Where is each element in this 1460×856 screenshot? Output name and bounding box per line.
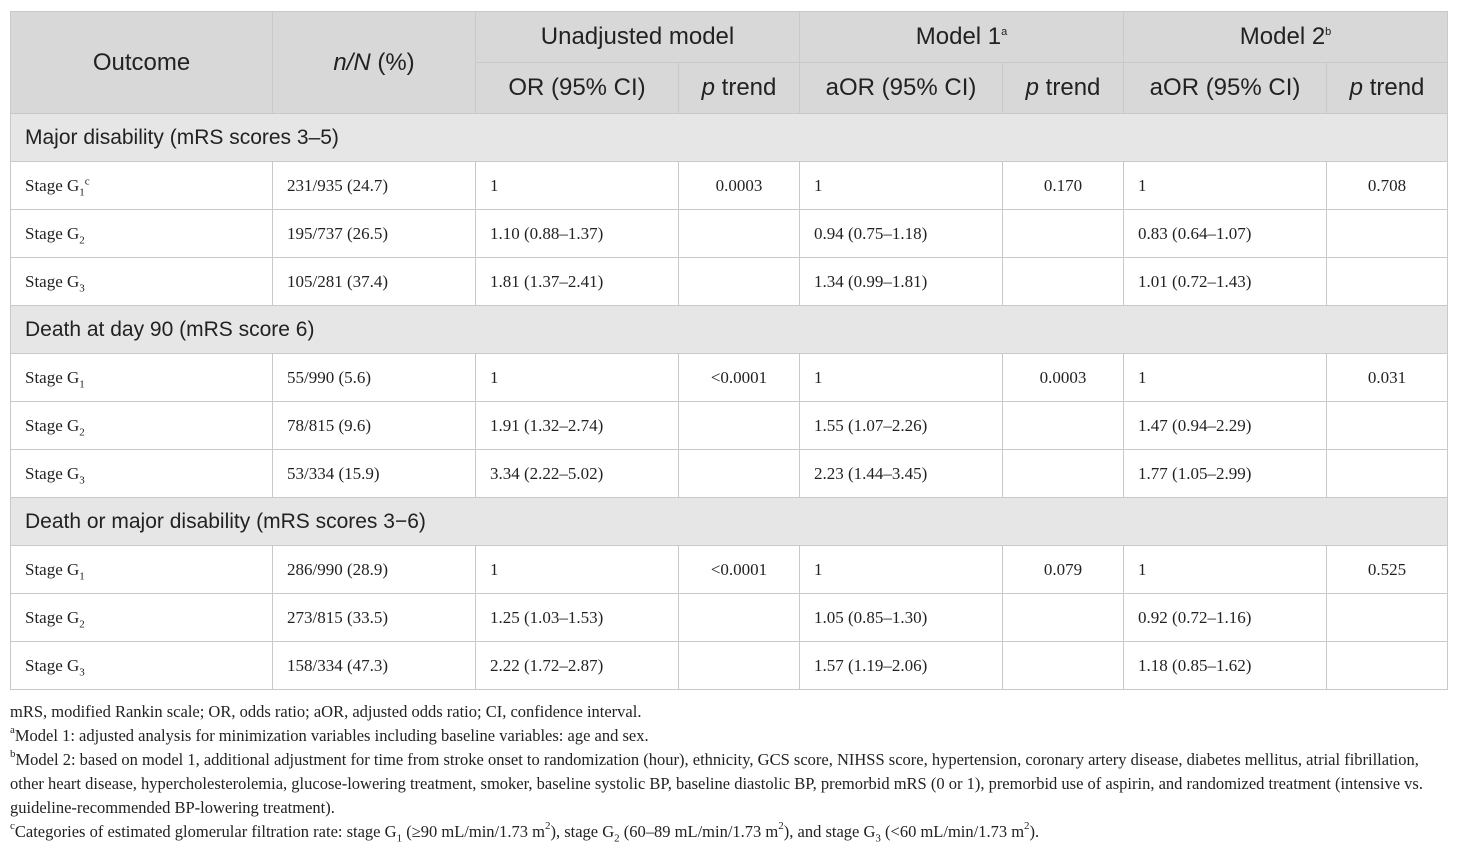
footnote-c [10, 820, 1447, 844]
table-footnotes [10, 700, 1447, 844]
aor-model-2-cell: 1.18 (0.85–1.62) [1124, 642, 1327, 690]
stage-cell [11, 162, 273, 210]
stage-prefix: Stage G [25, 175, 80, 195]
stage-subscript: 2 [79, 233, 85, 246]
stage-subscript: 3 [79, 281, 85, 294]
stage-subscript: 3 [79, 473, 85, 486]
p-trend-cell: <0.0001 [679, 546, 800, 594]
section-header-row [11, 498, 1448, 546]
p-trend-cell: 0.170 [1003, 162, 1124, 210]
section-title: Death or major disability (mRS scores 3−6) [11, 498, 1448, 546]
footnote-b-text: Model 2: based on model 1, additional adjustment for time from stroke onset to randomization (hour), ethnicity, GCS score, NIHSS score, hypertension, coronary artery disease, diabetes mellitus, atrial fibrillation, other heart disease, hypercholesterolemia, glucose-lowering treatment, smoker, baseline systolic BP, baseline diastolic BP, premorbid mRS (0 or 1), premorbid use of aspirin, and randomized treatment (intensive vs. guideline-recommended BP-lowering treatment). [10, 750, 1423, 817]
stage-prefix: Stage G [25, 271, 80, 291]
aor-model-2-cell: 1 [1124, 354, 1327, 402]
header-p-italic: p [1025, 74, 1040, 101]
header-p-trend-model-2 [1327, 63, 1448, 114]
aor-model-1-cell: 1.57 (1.19–2.06) [800, 642, 1003, 690]
p-trend-cell [1327, 594, 1448, 642]
p-trend-cell [1327, 258, 1448, 306]
or-ci-cell: 1.91 (1.32–2.74) [476, 402, 679, 450]
stage-prefix: Stage G [25, 367, 80, 387]
p-trend-cell [1003, 642, 1124, 690]
header-model-1-sup: a [1001, 26, 1008, 38]
header-aor-ci-model-2: aOR (95% CI) [1124, 63, 1327, 114]
p-trend-cell: 0.525 [1327, 546, 1448, 594]
aor-model-1-cell: 1 [800, 162, 1003, 210]
n-percent-cell: 105/281 (37.4) [273, 258, 476, 306]
stage-cell [11, 450, 273, 498]
stage-prefix: Stage G [25, 655, 80, 675]
footnote-c-text: (60–89 mL/min/1.73 m [619, 822, 779, 841]
stage-subscript: 1 [79, 185, 85, 198]
footnote-c-sup: 2 [778, 819, 784, 832]
aor-model-2-cell: 1.01 (0.72–1.43) [1124, 258, 1327, 306]
header-aor-ci-model-1: aOR (95% CI) [800, 63, 1003, 114]
stage-subscript: 3 [79, 665, 85, 678]
table-row [11, 402, 1448, 450]
table-row [11, 162, 1448, 210]
table-header [11, 12, 1448, 114]
header-p-rest: trend [1039, 74, 1101, 101]
footnote-c-text: ), stage G [550, 822, 615, 841]
header-model-2-label: Model 2 [1239, 23, 1326, 50]
results-table [10, 11, 1448, 690]
stage-subscript: 2 [79, 617, 85, 630]
header-model-1-label: Model 1 [915, 23, 1002, 50]
aor-model-2-cell: 0.92 (0.72–1.16) [1124, 594, 1327, 642]
p-trend-cell: 0.0003 [679, 162, 800, 210]
header-p-italic: p [701, 74, 715, 101]
header-model-1 [800, 12, 1124, 63]
p-trend-cell: 0.031 [1327, 354, 1448, 402]
n-percent-cell: 158/334 (47.3) [273, 642, 476, 690]
p-trend-cell [679, 210, 800, 258]
p-trend-cell [679, 258, 800, 306]
aor-model-1-cell: 0.94 (0.75–1.18) [800, 210, 1003, 258]
aor-model-2-cell: 0.83 (0.64–1.07) [1124, 210, 1327, 258]
stage-cell [11, 546, 273, 594]
header-or-ci: OR (95% CI) [476, 63, 679, 114]
or-ci-cell: 1.81 (1.37–2.41) [476, 258, 679, 306]
or-ci-cell: 1 [476, 546, 679, 594]
or-ci-cell: 3.34 (2.22–5.02) [476, 450, 679, 498]
p-trend-cell [1003, 450, 1124, 498]
section-title: Major disability (mRS scores 3–5) [11, 114, 1448, 162]
or-ci-cell: 1.25 (1.03–1.53) [476, 594, 679, 642]
table-body [11, 114, 1448, 690]
p-trend-cell: <0.0001 [679, 354, 800, 402]
header-p-trend-model-1 [1003, 63, 1124, 114]
stage-prefix: Stage G [25, 223, 80, 243]
aor-model-1-cell: 1.55 (1.07–2.26) [800, 402, 1003, 450]
n-percent-cell: 55/990 (5.6) [273, 354, 476, 402]
header-p-italic: p [1349, 74, 1364, 101]
header-n-percent [273, 12, 476, 114]
n-percent-cell: 231/935 (24.7) [273, 162, 476, 210]
header-p-rest: trend [1363, 74, 1425, 101]
aor-model-2-cell: 1 [1124, 162, 1327, 210]
p-trend-cell [1003, 210, 1124, 258]
table-row [11, 450, 1448, 498]
results-table-container [10, 11, 1447, 844]
section-header-row [11, 114, 1448, 162]
footnote-a-text: Model 1: adjusted analysis for minimization variables including baseline variables: age and sex. [14, 726, 649, 745]
stage-cell [11, 258, 273, 306]
p-trend-cell [679, 642, 800, 690]
header-unadjusted-model: Unadjusted model [476, 12, 800, 63]
footnote-abbreviations: mRS, modified Rankin scale; OR, odds ratio; aOR, adjusted odds ratio; CI, confidence interval. [10, 702, 642, 721]
footnote-c-text: ), and stage G [783, 822, 876, 841]
or-ci-cell: 1.10 (0.88–1.37) [476, 210, 679, 258]
p-trend-cell [1327, 450, 1448, 498]
header-outcome: Outcome [11, 12, 273, 114]
stage-subscript: 2 [79, 425, 85, 438]
footnote-c-text: (≥90 mL/min/1.73 m [402, 822, 545, 841]
p-trend-cell [1327, 642, 1448, 690]
stage-footnote-mark: c [84, 174, 90, 187]
header-p-rest: trend [715, 74, 777, 101]
stage-prefix: Stage G [25, 463, 80, 483]
stage-cell [11, 402, 273, 450]
p-trend-cell: 0.079 [1003, 546, 1124, 594]
n-percent-cell: 195/737 (26.5) [273, 210, 476, 258]
stage-prefix: Stage G [25, 415, 80, 435]
footnote-c-sup: 2 [1024, 819, 1030, 832]
p-trend-cell [1327, 402, 1448, 450]
footnote-b [10, 748, 1447, 820]
aor-model-2-cell: 1.77 (1.05–2.99) [1124, 450, 1327, 498]
n-percent-cell: 273/815 (33.5) [273, 594, 476, 642]
table-row [11, 642, 1448, 690]
p-trend-cell [679, 402, 800, 450]
header-n-italic: n/N [333, 48, 371, 76]
footnote-c-sub: 3 [875, 832, 881, 845]
stage-cell [11, 642, 273, 690]
p-trend-cell [1003, 258, 1124, 306]
footnote-a-mark: a [10, 723, 15, 736]
header-n-rest: (%) [370, 48, 415, 76]
n-percent-cell: 53/334 (15.9) [273, 450, 476, 498]
aor-model-1-cell: 1.05 (0.85–1.30) [800, 594, 1003, 642]
n-percent-cell: 286/990 (28.9) [273, 546, 476, 594]
section-title: Death at day 90 (mRS score 6) [11, 306, 1448, 354]
aor-model-2-cell: 1 [1124, 546, 1327, 594]
p-trend-cell [679, 594, 800, 642]
stage-subscript: 1 [79, 377, 85, 390]
aor-model-2-cell: 1.47 (0.94–2.29) [1124, 402, 1327, 450]
or-ci-cell: 1 [476, 354, 679, 402]
footnote-c-sub: 2 [614, 832, 620, 845]
section-header-row [11, 306, 1448, 354]
aor-model-1-cell: 2.23 (1.44–3.45) [800, 450, 1003, 498]
or-ci-cell: 1 [476, 162, 679, 210]
stage-cell [11, 354, 273, 402]
aor-model-1-cell: 1 [800, 546, 1003, 594]
stage-cell [11, 594, 273, 642]
table-row [11, 546, 1448, 594]
table-row [11, 594, 1448, 642]
n-percent-cell: 78/815 (9.6) [273, 402, 476, 450]
p-trend-cell [1003, 402, 1124, 450]
table-row [11, 210, 1448, 258]
p-trend-cell [1327, 210, 1448, 258]
stage-prefix: Stage G [25, 559, 80, 579]
aor-model-1-cell: 1 [800, 354, 1003, 402]
p-trend-cell [679, 450, 800, 498]
p-trend-cell: 0.0003 [1003, 354, 1124, 402]
stage-prefix: Stage G [25, 607, 80, 627]
header-model-2-sup: b [1325, 26, 1332, 38]
footnote-c-sub: 1 [396, 832, 403, 845]
header-model-2 [1124, 12, 1448, 63]
p-trend-cell: 0.708 [1327, 162, 1448, 210]
stage-subscript: 1 [79, 569, 85, 582]
footnote-b-mark: b [10, 747, 16, 760]
table-row [11, 354, 1448, 402]
footnote-a [10, 724, 1447, 748]
stage-cell [11, 210, 273, 258]
p-trend-cell [1003, 594, 1124, 642]
aor-model-1-cell: 1.34 (0.99–1.81) [800, 258, 1003, 306]
footnote-c-text: ). [1029, 822, 1040, 841]
footnote-c-sup: 2 [544, 819, 551, 832]
footnote-c-text: (<60 mL/min/1.73 m [880, 822, 1025, 841]
header-p-trend-unadjusted [679, 63, 800, 114]
footnote-c-mark: c [10, 819, 15, 832]
table-row [11, 258, 1448, 306]
footnote-c-text: Categories of estimated glomerular filtration rate: stage G [14, 822, 397, 841]
or-ci-cell: 2.22 (1.72–2.87) [476, 642, 679, 690]
